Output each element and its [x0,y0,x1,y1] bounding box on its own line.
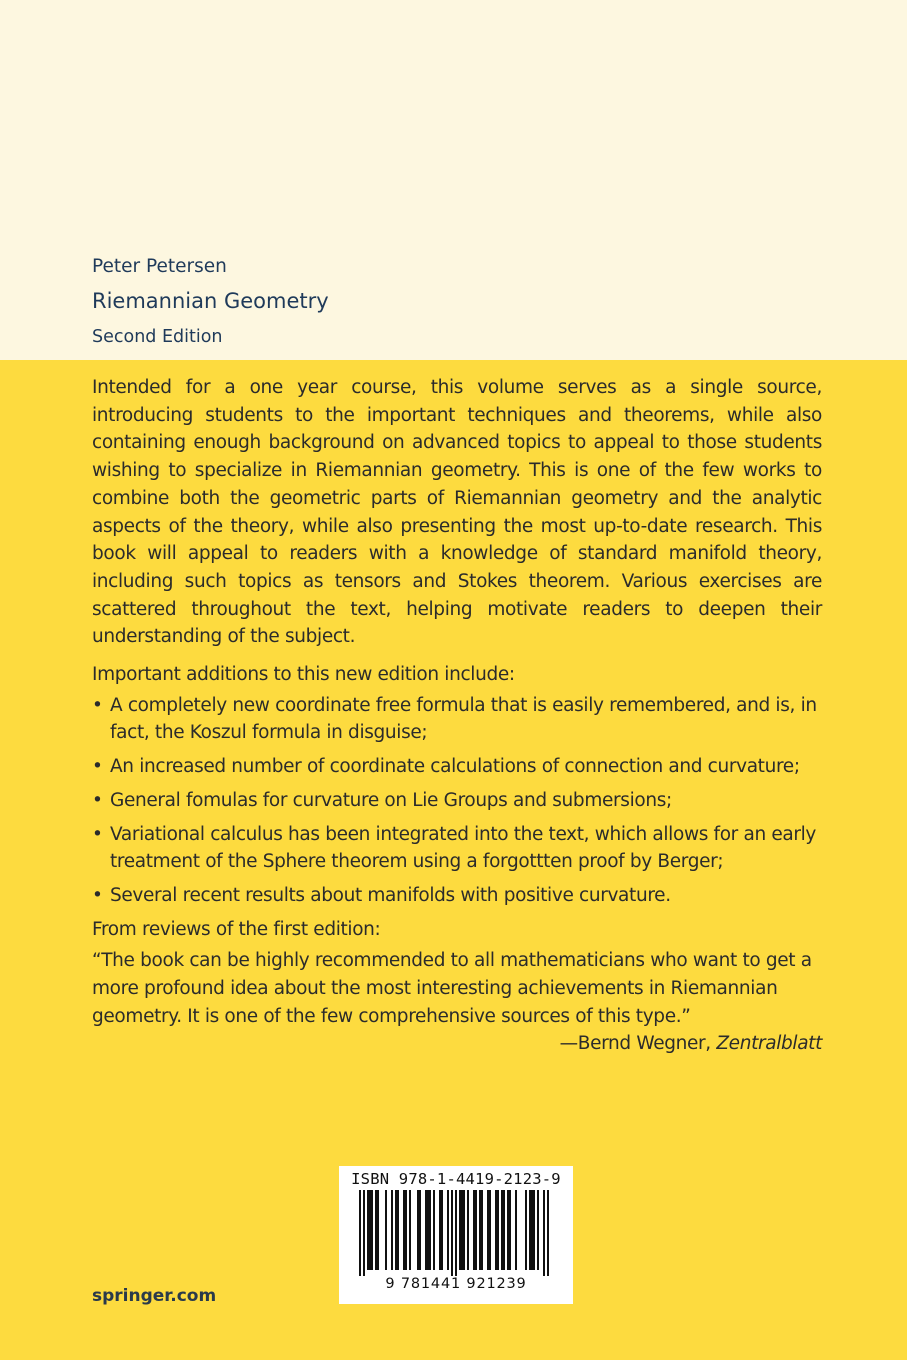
list-item [92,692,822,747]
list-item-text: A completely new coordinate free formula that is easily remembered, and is, in fact, the Koszul formula in disguise; [110,694,817,744]
barcode-bar [487,1190,489,1270]
list-item [92,787,822,815]
barcode-bar [489,1190,491,1270]
barcode-bar [367,1190,369,1270]
barcode-icon [353,1190,559,1276]
additions-list [92,692,822,910]
bullet-icon: • [92,884,103,906]
barcode-bar [495,1190,497,1270]
barcode-bar [501,1190,503,1270]
review-attribution [92,1030,822,1058]
barcode-bar [503,1190,505,1270]
barcode-bar [433,1190,435,1270]
barcode-bar [529,1190,531,1270]
barcode-bar [395,1190,397,1270]
barcode-bar [369,1190,371,1270]
review-quote: “The book can be highly recommended to all mathematicians who want to get a more profound idea about the most interesting achievements in Riemannian geometry. It is one of the few comprehensive sources of this type.” [92,950,812,1027]
barcode-bar [385,1190,387,1270]
barcode-bar [537,1190,539,1270]
barcode-bar [405,1190,407,1270]
bullet-icon: • [92,756,103,778]
list-item [92,882,822,910]
book-title: Riemannian Geometry [92,289,329,313]
isbn-label: ISBN 978-1-4419-2123-9 [351,1170,561,1188]
barcode-bar [461,1190,463,1270]
barcode-bar [481,1190,483,1270]
barcode-bar [547,1190,549,1276]
list-item [92,753,822,781]
barcode-bar [391,1190,393,1270]
barcode-bar [467,1190,469,1270]
barcode-bar [409,1190,411,1270]
barcode-bar [455,1190,457,1276]
bullet-icon: • [92,823,103,845]
barcode-bar [371,1190,373,1270]
barcode-bar [525,1190,527,1270]
book-description: Intended for a one year course, this volume serves as a single source, introducing students to the important techniques and theorems, while also containing enough background on advanced topics to appeal to those students wishing to specialize in Riemannian geometry. This is one of the few works to combine both the geometric parts of Riemannian geometry and the analytic aspects of the theory, while also presenting the most up-to-date research. This book will appeal to readers with a knowledge of standard manifold theory, including such topics as tensors and Stokes theorem. Various exercises are scattered throughout the text, helping motivate readers to deepen their understanding of the subject. [92,377,822,648]
barcode-bar [533,1190,535,1270]
barcode-bar [509,1190,511,1270]
list-item [92,821,822,876]
barcode-bar [441,1190,443,1270]
barcode-bar [425,1190,427,1270]
barcode-bar [359,1190,361,1276]
edition-label: Second Edition [92,327,223,347]
barcode-bar [543,1190,545,1276]
barcode-bar [419,1190,421,1270]
barcode-bar [475,1190,477,1270]
barcode-bar [515,1190,517,1270]
list-item-text: Several recent results about manifolds with positive curvature. [110,884,671,906]
barcode-panel [339,1166,573,1304]
bullet-icon: • [92,694,103,716]
barcode-bar [531,1190,533,1270]
additions-intro: Important additions to this new edition include: [92,664,515,686]
barcode-bar [463,1190,465,1270]
barcode-digits: 9 781441 921239 [385,1276,527,1292]
back-cover-text [92,374,822,1058]
publisher-url: springer.com [92,1286,217,1306]
reviews-label: From reviews of the first edition: [92,918,381,940]
barcode-bar [427,1190,429,1270]
barcode-bar [397,1190,399,1270]
barcode-bar [447,1190,449,1270]
barcode-bar [479,1190,481,1270]
barcode-bar [403,1190,405,1270]
barcode-bar [473,1190,475,1270]
barcode-bar [417,1190,419,1270]
barcode-bar [363,1190,365,1276]
barcode-bar [459,1190,461,1270]
barcode-bar [429,1190,431,1270]
barcode-bar [507,1190,509,1270]
reviewer-name: —Bernd Wegner, [559,1033,717,1055]
barcode-bar [497,1190,499,1270]
barcode-bar [451,1190,453,1276]
author-name: Peter Petersen [92,256,227,277]
bullet-icon: • [92,789,103,811]
review-source: Zentralblatt [716,1033,822,1055]
barcode-bar [439,1190,441,1270]
barcode-bar [375,1190,377,1270]
list-item-text: General fomulas for curvature on Lie Groups and submersions; [110,789,672,811]
list-item-text: An increased number of coordinate calculations of connection and curvature; [110,756,800,778]
list-item-text: Variational calculus has been integrated into the text, which allows for an early treatment of the Sphere theorem using a forgottten proof by Berger; [110,823,817,873]
barcode-bar [377,1190,379,1270]
